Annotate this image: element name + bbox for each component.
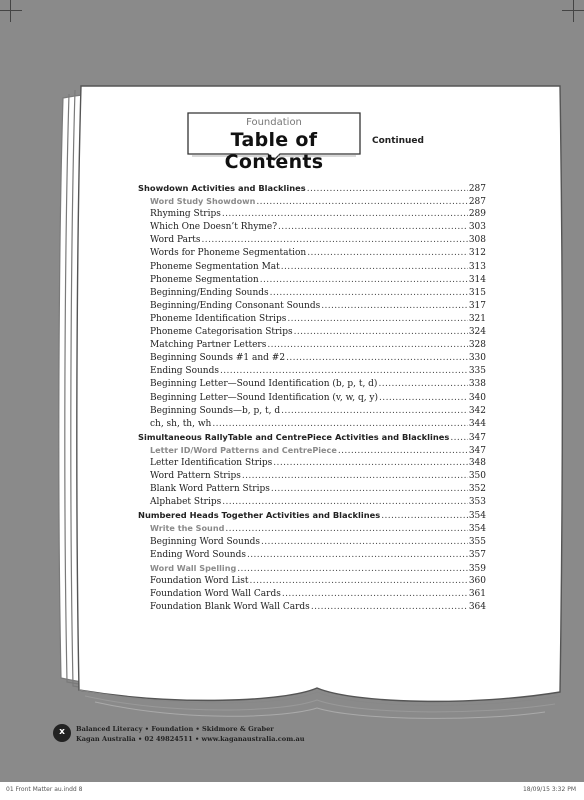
toc-entry-title: Rhyming Strips: [150, 209, 221, 220]
toc-leader-dots: [237, 564, 468, 574]
toc-entry-title: Simultaneous RallyTable and CentrePiece Activities and Blacklines: [138, 431, 450, 442]
crop-mark: [573, 0, 574, 22]
toc-entry-title: Foundation Blank Word Wall Cards: [150, 602, 310, 612]
toc-entry-page: 328: [468, 340, 486, 351]
toc-entry-title: Letter Identification Strips: [150, 457, 273, 468]
toc-entry: [138, 432, 486, 445]
toc-leader-dots: [220, 366, 468, 376]
toc-leader-dots: [281, 262, 468, 272]
toc-entry: [138, 393, 486, 406]
toc-entry-page: 359: [468, 563, 486, 574]
crop-mark: [0, 10, 22, 11]
toc-leader-dots: [260, 275, 468, 285]
toc-entry-page: 344: [468, 418, 486, 429]
toc-leader-dots: [202, 235, 468, 245]
toc-entry-page: 352: [468, 484, 486, 495]
toc-entry-title: Word Parts: [150, 235, 201, 246]
toc-entry-page: 335: [468, 366, 486, 377]
toc-entry-title: Beginning Sounds—b, p, t, d: [150, 405, 281, 416]
toc-entry: [138, 196, 486, 209]
toc-entry-page: 289: [468, 209, 486, 220]
toc-leader-dots: [287, 314, 467, 324]
toc-leader-dots: [294, 327, 468, 337]
toc-entry-page: 338: [468, 379, 486, 390]
toc-entry-page: 361: [468, 588, 486, 599]
toc-entry: [138, 327, 486, 340]
toc-entry-page: 317: [468, 300, 486, 311]
toc-entry-title: Phoneme Categorisation Strips: [150, 327, 293, 338]
toc-leader-dots: [307, 248, 468, 258]
toc-leader-dots: [378, 379, 467, 389]
toc-entry-page: 303: [468, 222, 486, 233]
toc-entry-page: 364: [468, 602, 486, 612]
continued-label: Continued: [372, 136, 424, 146]
toc-entry: [138, 484, 486, 497]
toc-entry-page: 354: [468, 511, 486, 522]
toc-leader-dots: [270, 288, 468, 298]
toc-entry-title: Showdown Activities and Blacklines: [138, 183, 306, 193]
toc-entry-page: 347: [468, 445, 486, 456]
toc-entry-page: 315: [468, 287, 486, 298]
toc-entry-page: 324: [468, 327, 486, 338]
toc-entry: [138, 458, 486, 471]
toc-entry: [138, 537, 486, 550]
toc-leader-dots: [256, 197, 467, 207]
title-subtitle: Foundation: [246, 117, 302, 128]
toc-entry-title: Alphabet Strips: [150, 497, 222, 508]
title-banner: [184, 110, 364, 173]
toc-entry-page: 348: [468, 457, 486, 468]
toc-entry: [138, 209, 486, 222]
toc-entry-page: 287: [468, 197, 486, 208]
toc-entry-title: Ending Word Sounds: [150, 549, 246, 560]
toc-entry-title: Numbered Heads Together Activities and Blacklines: [138, 510, 381, 521]
toc-leader-dots: [267, 340, 467, 350]
toc-entry-page: 313: [468, 261, 486, 272]
toc-entry-title: Beginning Letter—Sound Identification (v, w, q, y): [150, 392, 379, 403]
toc-entry-page: 355: [468, 536, 486, 547]
toc-entry-title: Beginning Word Sounds: [150, 536, 261, 547]
toc-entry: [138, 379, 486, 392]
page-title: Table of Contents: [224, 129, 324, 173]
toc-entry: [138, 419, 486, 432]
toc-entry: [138, 235, 486, 248]
toc-entry-page: 330: [468, 353, 486, 364]
toc-entry-title: Beginning/Ending Sounds: [150, 287, 269, 298]
toc-entry-title: Which One Doesn’t Rhyme?: [150, 222, 278, 233]
toc-entry-title: Letter ID/Word Patterns and CentrePiece: [150, 444, 337, 455]
toc-leader-dots: [381, 511, 468, 521]
toc-entry: [138, 589, 486, 602]
toc-entry: [138, 314, 486, 327]
toc-leader-dots: [286, 353, 468, 363]
toc-entry: [138, 510, 486, 523]
toc-entry-title: Beginning Letter—Sound Identification (b, p, t, d): [150, 379, 378, 390]
toc-entry-title: Write the Sound: [150, 523, 225, 534]
toc-entry: [138, 563, 486, 576]
toc-leader-dots: [247, 550, 468, 560]
toc-leader-dots: [321, 301, 468, 311]
toc-leader-dots: [222, 209, 468, 219]
crop-mark: [562, 10, 584, 11]
toc-entry-title: Word Study Showdown: [150, 196, 256, 207]
toc-entry-page: 340: [468, 392, 486, 403]
toc-entry-title: Ending Sounds: [150, 366, 219, 377]
toc-entry-page: 360: [468, 575, 486, 586]
toc-entry-title: Phoneme Segmentation Mat: [150, 261, 280, 272]
toc-entry-title: Blank Word Pattern Strips: [150, 484, 270, 495]
toc-entry-page: 308: [468, 235, 486, 246]
toc-entry: [138, 550, 486, 563]
toc-leader-dots: [307, 184, 468, 194]
toc-entry-title: Words for Phoneme Segmentation: [150, 248, 307, 259]
toc-entry-page: 353: [468, 497, 486, 508]
print-slug-bar: [0, 782, 584, 800]
toc-entry: [138, 248, 486, 261]
toc-entry-page: 312: [468, 248, 486, 259]
toc-entry: [138, 288, 486, 301]
toc-leader-dots: [250, 576, 468, 586]
toc-leader-dots: [212, 419, 467, 429]
toc-leader-dots: [273, 458, 468, 468]
toc-leader-dots: [242, 471, 468, 481]
toc-leader-dots: [281, 406, 468, 416]
toc-leader-dots: [379, 393, 468, 403]
toc-entry-page: 357: [468, 549, 486, 560]
toc-entry: [138, 576, 486, 589]
toc-entry: [138, 340, 486, 353]
toc-entry-title: Foundation Word Wall Cards: [150, 588, 281, 599]
toc-leader-dots: [311, 602, 468, 612]
toc-entry-title: Matching Partner Letters: [150, 340, 267, 351]
toc-entry: [138, 275, 486, 288]
toc-entry: [138, 353, 486, 366]
toc-entry: [138, 222, 486, 235]
toc-entry-page: 287: [468, 184, 486, 194]
toc-entry: [138, 406, 486, 419]
toc-entry: [138, 445, 486, 458]
toc-entry-title: Word Wall Spelling: [150, 562, 237, 573]
toc-entry-title: Word Pattern Strips: [150, 471, 241, 482]
toc-entry-page: 321: [468, 313, 486, 324]
toc-entry-title: Foundation Word List: [150, 575, 249, 586]
print-slug-file: 01 Front Matter au.indd 8: [6, 786, 83, 793]
toc-entry: [138, 301, 486, 314]
toc-entry: [138, 602, 486, 615]
toc-entry-page: 347: [468, 432, 486, 443]
print-slug-date: 18/09/15 3:32 PM: [522, 786, 576, 793]
toc-entry-title: ch, sh, th, wh: [150, 418, 212, 429]
toc-leader-dots: [278, 222, 468, 232]
toc-leader-dots: [338, 446, 468, 456]
toc-entry-page: 354: [468, 524, 486, 535]
footer-credit-line: Balanced Literacy • Foundation • Skidmore & Graber: [76, 725, 274, 733]
toc-leader-dots: [261, 537, 468, 547]
toc-entry: [138, 471, 486, 484]
toc-leader-dots: [271, 484, 468, 494]
toc-entry-title: Phoneme Segmentation: [150, 274, 259, 285]
toc-entry-title: Beginning/Ending Consonant Sounds: [150, 300, 321, 311]
toc-entry-title: Phoneme Identification Strips: [150, 313, 287, 324]
toc-leader-dots: [282, 589, 468, 599]
table-of-contents: [138, 183, 486, 615]
toc-entry: [138, 497, 486, 510]
toc-entry: [138, 523, 486, 536]
toc-entry: [138, 262, 486, 275]
toc-entry-page: 350: [468, 471, 486, 482]
toc-leader-dots: [450, 433, 468, 443]
crop-mark: [10, 0, 11, 22]
toc-leader-dots: [225, 524, 467, 534]
toc-entry-page: 314: [468, 274, 486, 285]
toc-entry-page: 342: [468, 405, 486, 416]
page-number-badge: x: [53, 724, 71, 742]
footer-contact-line: Kagan Australia • 02 49824511 • www.kaganaustralia.com.au: [76, 735, 305, 743]
toc-entry: [138, 183, 486, 196]
toc-entry-title: Beginning Sounds #1 and #2: [150, 353, 286, 364]
toc-entry: [138, 366, 486, 379]
toc-leader-dots: [222, 497, 468, 507]
